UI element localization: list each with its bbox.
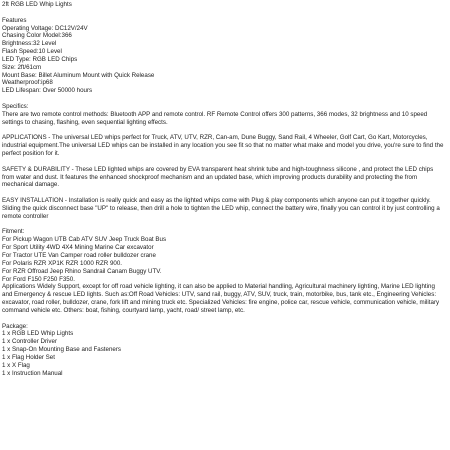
spacer [2,158,444,166]
spacer [2,189,444,197]
package-heading: Package: [2,322,28,330]
fitment-item: For RZR Offroad Jeep Rhino Sandrail Canam Buggy UTV. [2,267,162,275]
fitment-item: For Polaris RZR XP1K RZR 1000 RZR 900. [2,259,123,267]
features-heading: Features [2,16,27,24]
feature-item: Size: 2ft/61cm [2,63,42,71]
installation-paragraph: EASY INSTALLATION - Installation is really quick and easy as the lighted whips come with Plug & play components which anyone can put it together quickly. Sliding the quick disconnect base "UP" to release, then drill a hole to tighten the LED whip, connect the battery wire, finally you can control it by just controlling a remote controller [2,197,440,220]
package-item: 1 x X Flag [2,361,30,369]
feature-item: Weatherproof:ip68 [2,79,53,87]
feature-item: Brightness:32 Level [2,40,57,48]
applications-widely-paragraph: Applications Widely Support, except for off road vehicle lighting, it can also be applied to Material handling, Agricultural machinery lighting, Marine LED lighting and Emergency & rescue LED lights. Such as:Off Road Vehicles: UTV, sand rail, buggy, ATV, SUV, truck, train, motorbike, bus, tank etc., Engineering Vehicles: excavator, road roller, bulldozer, crane, fork lift and mining truck etc. Specialized Vehicles: fire engine, police car, rescue vehicle, communication vehicle, military command vehicle etc. Others: boat, fishing, courtyard lamp, yacht, road/ street lamp, etc. [2,283,440,314]
product-title: 2ft RGB LED Whip Lights [2,1,72,8]
fitment-heading: Fitment: [2,228,25,236]
fitment-item: For Tractor UTE Van Camper road roller bulldozer crane [2,252,156,259]
fitment-item: For Sport Utility 4WD 4X4 Mining Marine Car excavator [2,244,154,252]
spacer [2,221,444,229]
package-item: 1 x Controller Driver [2,338,58,346]
safety-paragraph: SAFETY & DURABILITY - These LED lighted whips are covered by EVA transparent heat shrink tube and high-toughness silicone , and protect the LED chips from water and dust. It features the enhanced shockproof mechanism and an updated base, which improving products durability and protecting the from mechanical damage. [2,165,434,189]
feature-item: Operating Voltage: DC12V/24V [2,24,88,32]
feature-item: Chasing Color Model:366 [2,32,72,40]
package-item: 1 x Flag Holder Set [2,353,55,361]
spacer [2,315,444,323]
feature-item: Flash Speed:10 Level [2,48,62,56]
feature-item: Mount Base: Billet Aluminum Mount with Quick Release [2,71,155,79]
specifics-text: There are two remote control methods: Bluetooth APP and remote control. RF Remote Control offers 300 patterns, 366 modes, 32 brightness and 10 speed settings to chasing, flashing, even sequential lighting effects. [2,110,428,126]
feature-item: LED Type: RGB LED Chips [2,55,78,63]
spacer [2,9,444,17]
package-item: 1 x RGB LED Whip Lights [2,330,74,338]
spacer [2,127,444,135]
feature-item: LED Lifespan: Over 50000 hours [2,87,93,95]
specifics-heading: Specifics: [2,102,29,110]
package-item: 1 x Instruction Manual [2,369,63,377]
applications-paragraph: APPLICATIONS - The universal LED whips perfect for Truck, ATV, UTV, RZR, Can-am, Dune Buggy, Sand Rail, 4 Wheeler, Golf Cart, Go Kart, Motorcycles, industrial equipment.The universal LED whips can be installed in any location you see fit so that no matter what make and model you drive, you're sure to find the perfect position for it. [2,134,444,158]
spacer [2,95,444,103]
fitment-item: For Ford F150 F250 F350. [2,275,75,283]
fitment-item: For Pickup Wagon UTB Cab ATV SUV Jeep Truck Boat Bus [2,236,167,244]
package-item: 1 x Snap-On Mounting Base and Fasteners [2,346,122,354]
